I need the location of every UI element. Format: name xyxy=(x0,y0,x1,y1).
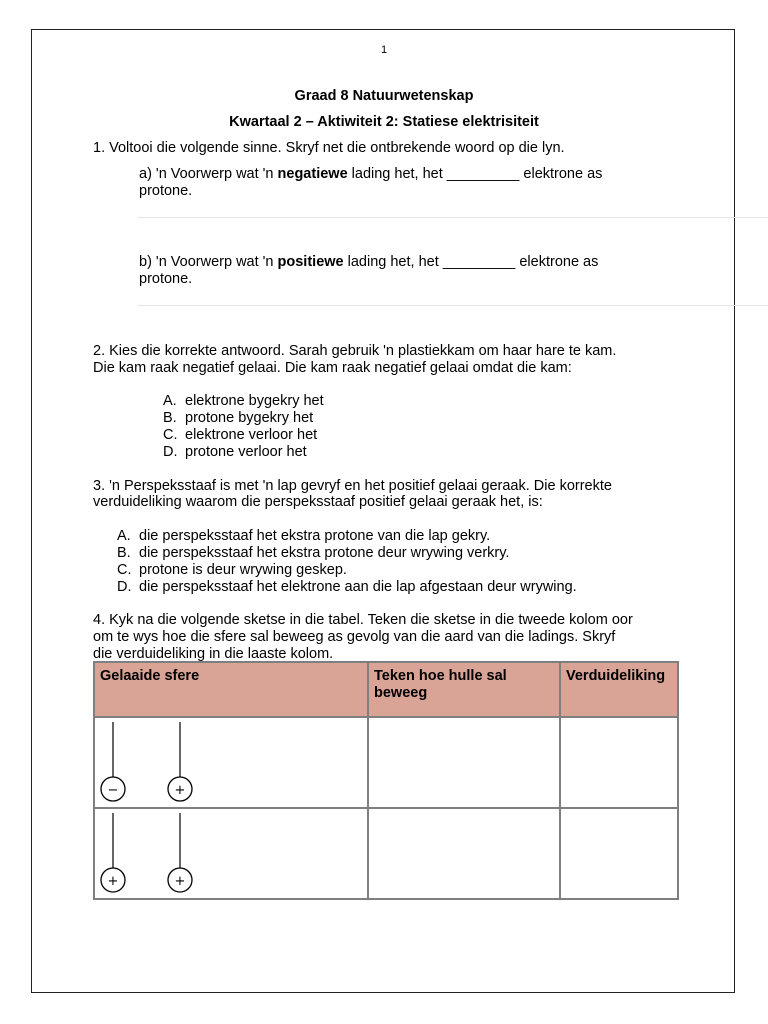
question-2-line1: 2. Kies die korrekte antwoord. Sarah gebruik 'n plastiekkam om haar hare te kam. xyxy=(93,343,617,359)
question-4-line3: die verduideliking in die laaste kolom. xyxy=(93,646,334,662)
spheres-table xyxy=(93,661,679,900)
page-number: 1 xyxy=(380,44,388,56)
question-2-line2: Die kam raak negatief gelaai. Die kam raak negatief gelaai omdat die kam: xyxy=(93,360,572,376)
spheres-sketch xyxy=(95,718,365,805)
option-a: A. elektrone bygekry het xyxy=(163,393,324,409)
option-c: C. protone is deur wrywing geskep. xyxy=(117,562,347,578)
charge-symbol: + xyxy=(107,874,119,889)
question-1a-pre: a) 'n Voorwerp wat 'n xyxy=(139,166,278,182)
header-draw-movement: Teken hoe hulle sal beweeg xyxy=(368,662,560,717)
question-1a-post: lading het, het _________ elektrone as xyxy=(347,166,603,182)
question-4-line1: 4. Kyk na die volgende sketse in die tabel. Teken die sketse in die tweede kolom oor xyxy=(93,612,633,628)
question-1b-line2: protone. xyxy=(139,271,193,287)
explanation-cell[interactable] xyxy=(560,717,678,808)
charge-symbol: + xyxy=(174,783,186,798)
question-3-options xyxy=(117,528,577,596)
table-header-row xyxy=(94,662,678,717)
question-4-line2: om te wys hoe die sfere sal beweeg as gevolg van die aard van die ladings. Skryf xyxy=(93,629,616,645)
charged-spheres-cell xyxy=(94,808,368,899)
charged-spheres-cell xyxy=(94,717,368,808)
question-1a-line2: protone. xyxy=(139,183,193,199)
question-1b xyxy=(139,254,598,271)
table-row xyxy=(94,808,678,899)
option-a: A. die perspeksstaaf het ekstra protone van die lap gekry. xyxy=(117,528,491,544)
spheres-sketch xyxy=(95,809,365,896)
charge-symbol: − xyxy=(107,783,119,798)
question-1a xyxy=(139,166,602,183)
question-1a-bold: negatiewe xyxy=(277,166,348,182)
document-subtitle: Kwartaal 2 – Aktiwiteit 2: Statiese elektrisiteit xyxy=(229,114,539,130)
document-title: Graad 8 Natuurwetenskap xyxy=(294,88,474,104)
question-1b-bold: positiewe xyxy=(277,254,344,270)
question-1b-post: lading het, het _________ elektrone as xyxy=(343,254,599,270)
answer-line-1a xyxy=(138,217,768,218)
option-c: C. elektrone verloor het xyxy=(163,427,318,443)
question-1b-pre: b) 'n Voorwerp wat 'n xyxy=(139,254,278,270)
question-3-line1: 3. 'n Perspeksstaaf is met 'n lap gevryf en het positief gelaai geraak. Die korrekte xyxy=(93,478,612,494)
question-3-line2: verduideliking waarom die perspeksstaaf positief gelaai geraak het, is: xyxy=(93,494,543,510)
draw-movement-cell[interactable] xyxy=(368,717,560,808)
option-b: B. die perspeksstaaf het ekstra protone deur wrywing verkry. xyxy=(117,545,510,561)
option-d: D. protone verloor het xyxy=(163,444,307,460)
draw-movement-cell[interactable] xyxy=(368,808,560,899)
header-explanation: Verduideliking xyxy=(560,662,678,717)
table-row xyxy=(94,717,678,808)
question-2-options xyxy=(163,393,324,461)
charge-symbol: + xyxy=(174,874,186,889)
header-charged-spheres: Gelaaide sfere xyxy=(94,662,368,717)
question-1-intro: 1. Voltooi die volgende sinne. Skryf net die ontbrekende woord op die lyn. xyxy=(93,140,565,156)
explanation-cell[interactable] xyxy=(560,808,678,899)
option-b: B. protone bygekry het xyxy=(163,410,314,426)
answer-line-1b xyxy=(138,305,768,306)
option-d: D. die perspeksstaaf het elektrone aan die lap afgestaan deur wrywing. xyxy=(117,579,577,595)
